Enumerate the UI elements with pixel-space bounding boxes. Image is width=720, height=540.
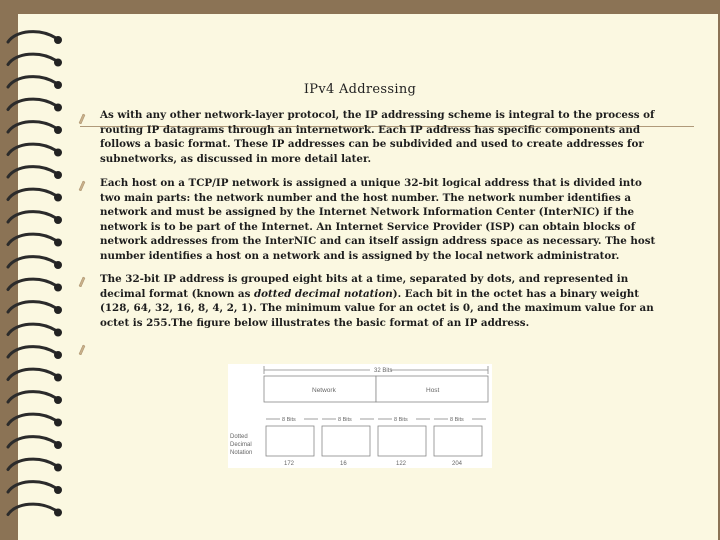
binding-hole — [54, 419, 62, 427]
bullet-paragraph-1: As with any other network-layer protocol, the IP addressing scheme is integral to the process of routing IP datagrams through an internetwork. Each IP address has specific components and follows a basic format. These IP addresses can be subdivided and used to create addresses for subnetworks, as discussed in more detail later. — [100, 109, 655, 165]
binding-hole — [54, 306, 62, 314]
bullet-paragraph-2: Each host on a TCP/IP network is assigned a unique 32-bit logical address that is divided into two main parts: the network number and the host number. The network number identifies a network and must be assigned by the Internet Network Information Center (InterNIC) if the network is to be part of the Internet. An Internet Service Provider (ISP) can obtain blocks of network addresses from the InterNIC and can itself assign address space as necessary. The host number identifies a host on a network and is assigned by the local network administrator. — [100, 177, 656, 262]
spiral-ring — [8, 167, 56, 177]
spiral-ring — [8, 504, 56, 514]
binding-hole — [54, 239, 62, 247]
binding-hole — [54, 464, 62, 472]
spiral-ring — [8, 234, 56, 244]
binding-hole — [54, 194, 62, 202]
octet-box — [378, 426, 426, 456]
bullet-icon — [78, 180, 86, 191]
binding-hole — [54, 486, 62, 494]
binding-hole — [54, 126, 62, 134]
paragraph-text: The 32-bit IP address is grouped eight bits at a time, separated by dots, and represented in decimal format (known as — [100, 273, 629, 300]
octet-bits-label: 8 Bits — [338, 417, 352, 423]
binding-hole — [54, 351, 62, 359]
binding-hole — [54, 171, 62, 179]
binding-hole — [54, 216, 62, 224]
spiral-ring — [8, 369, 56, 379]
spiral-ring — [8, 437, 56, 447]
binding-hole — [54, 396, 62, 404]
spiral-ring — [8, 54, 56, 64]
spiral-ring — [8, 302, 56, 312]
bullet-paragraph-3 — [100, 272, 656, 330]
octet-value: 16 — [340, 461, 347, 467]
spiral-ring — [8, 122, 56, 132]
spiral-ring — [8, 459, 56, 469]
spiral-ring — [8, 257, 56, 267]
slide-title: IPv4 Addressing — [303, 82, 417, 97]
spiral-ring — [8, 32, 56, 42]
row-label-line-2: Decimal — [230, 442, 252, 448]
spiral-ring — [8, 279, 56, 289]
binding-hole — [54, 36, 62, 44]
binding-hole — [54, 59, 62, 67]
total-bits-label: 32 Bits — [374, 368, 393, 374]
binding-hole — [54, 509, 62, 517]
row-label-line-1: Dotted — [230, 434, 248, 440]
row-label-line-3: Notation — [230, 450, 253, 456]
spiral-ring — [8, 347, 56, 357]
spiral-ring — [8, 414, 56, 424]
bullet-icon — [78, 344, 86, 355]
octet-bits-label: 8 Bits — [282, 417, 296, 423]
binding-hole — [54, 261, 62, 269]
network-label: Network — [312, 387, 336, 394]
octet-box — [434, 426, 482, 456]
octet-box — [322, 426, 370, 456]
binding-hole — [54, 374, 62, 382]
spiral-ring — [8, 144, 56, 154]
binding-hole — [54, 104, 62, 112]
spiral-ring — [8, 189, 56, 199]
spiral-ring — [8, 392, 56, 402]
bullet-icon — [78, 113, 86, 124]
ip-address-format-figure — [228, 364, 492, 468]
spiral-ring — [8, 212, 56, 222]
spiral-ring — [8, 324, 56, 334]
octet-value: 172 — [284, 461, 295, 467]
binding-hole — [54, 284, 62, 292]
binding-hole — [54, 329, 62, 337]
octet-bits-label: 8 Bits — [394, 417, 408, 423]
binding-hole — [54, 149, 62, 157]
paragraph-text: ). Each bit in the octet has a binary weight (128, 64, 32, 16, 8, 4, 2, 1). The minimum value for an octet is 0, and the maximum value for an octet is 255.The figure below illustrates the basic format of an IP address. — [100, 287, 654, 329]
dotted-decimal-term: dotted decimal notation — [253, 287, 393, 300]
spiral-ring — [8, 99, 56, 109]
octet-bits-label: 8 Bits — [450, 417, 464, 423]
octet-value: 122 — [396, 461, 407, 467]
octet-box — [266, 426, 314, 456]
octet-value: 204 — [452, 461, 463, 467]
spiral-ring — [8, 482, 56, 492]
bullet-icon — [78, 276, 86, 287]
host-label: Host — [426, 387, 440, 394]
binding-hole — [54, 441, 62, 449]
